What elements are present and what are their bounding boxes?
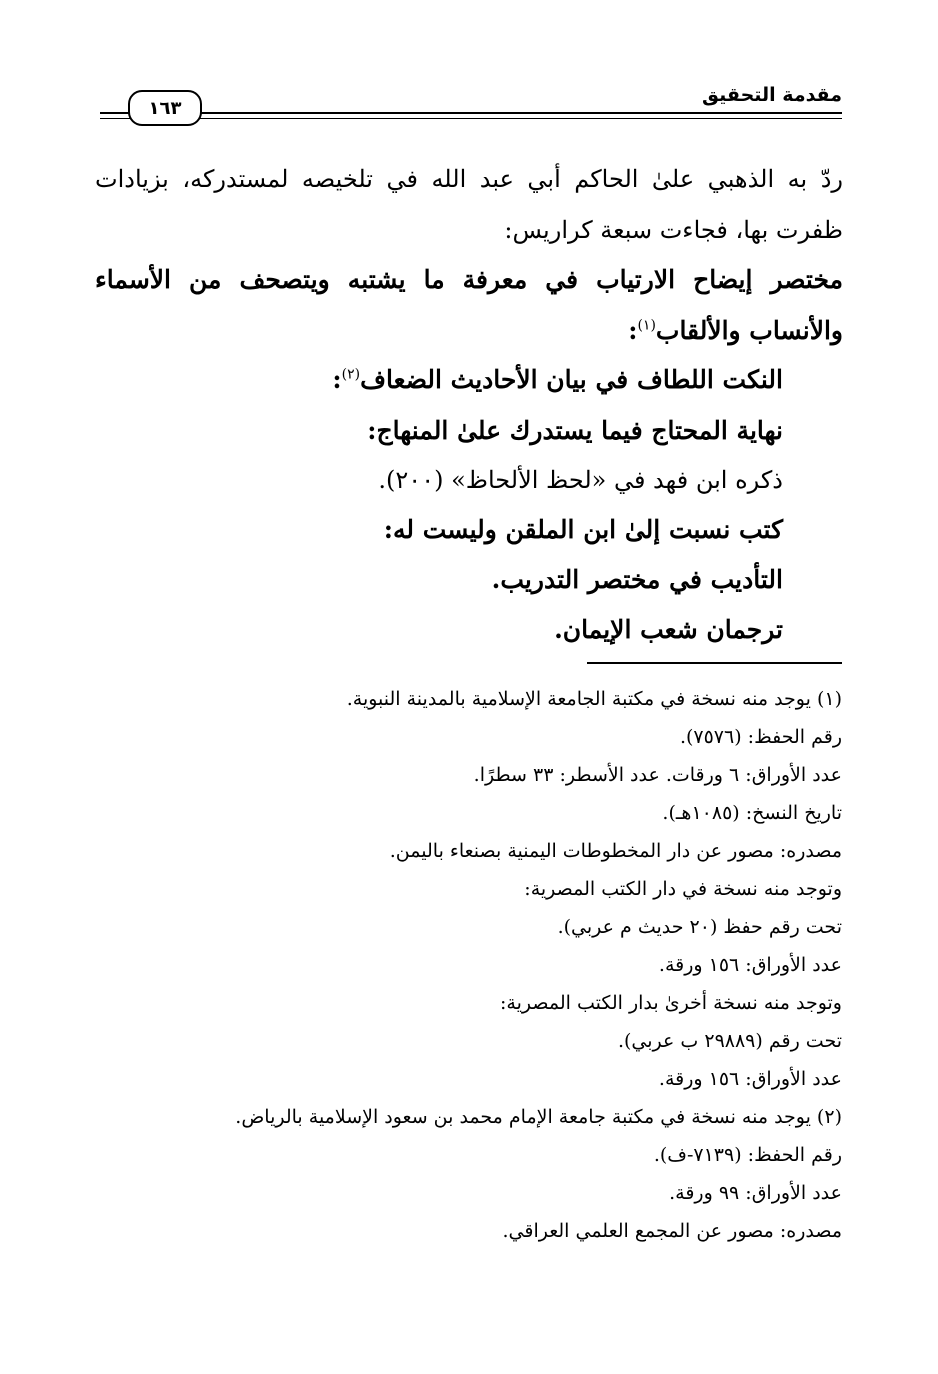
book-title-ikhtisar: مختصر إيضاح الارتياب في معرفة ما يشتبه ويتصحف من الأسماء bbox=[95, 265, 843, 294]
footnote-line: رقم الحفظ: (٧١٣٩-ف). bbox=[653, 1144, 842, 1166]
book-title-tarjuman: ترجمان شعب الإيمان. bbox=[554, 615, 783, 644]
footnote-line: (٢) يوجد منه نسخة في مكتبة جامعة الإمام محمد بن سعود الإسلامية بالرياض. bbox=[235, 1106, 842, 1128]
footnote-ref-2: (٢) bbox=[341, 366, 361, 383]
footnote-line: عدد الأوراق: ٦ ورقات. عدد الأسطر: ٣٣ سطرًا. bbox=[473, 764, 842, 786]
colon: : bbox=[332, 365, 342, 394]
book-title-nukat-text: النكت اللطاف في بيان الأحاديث الضعاف bbox=[360, 365, 783, 394]
footnote-line: وتوجد منه نسخة أخرىٰ بدار الكتب المصرية: bbox=[500, 992, 842, 1014]
running-title: مقدمة التحقيق bbox=[702, 84, 842, 106]
footnote-line: تحت رقم (٢٩٨٨٩ ب عربي). bbox=[617, 1030, 842, 1052]
colon: : bbox=[628, 316, 638, 345]
footnote-line: عدد الأوراق: ٩٩ ورقة. bbox=[669, 1182, 842, 1204]
header-rule-thin bbox=[100, 118, 842, 119]
book-title-nihaya: نهاية المحتاج فيما يستدرك علىٰ المنهاج: bbox=[367, 416, 783, 445]
book-title-nukat bbox=[332, 367, 783, 392]
footnote-ref-1: (١) bbox=[637, 317, 656, 334]
footnote-line: تحت رقم حفظ (٢٠ حديث م عربي). bbox=[557, 916, 842, 938]
footnote-line: مصدره: مصور عن المجمع العلمي العراقي. bbox=[502, 1220, 842, 1242]
page-number: ١٦٣ bbox=[128, 90, 202, 126]
text-line-1: ردّ به الذهبي علىٰ الحاكم أبي عبد الله في تلخيصه لمستدركه، بزيادات bbox=[95, 165, 843, 193]
page-header bbox=[100, 78, 842, 128]
book-title-ikhtisar-cont bbox=[628, 318, 843, 343]
footnote-line: (١) يوجد منه نسخة في مكتبة الجامعة الإسلامية بالمدينة النبوية. bbox=[346, 688, 842, 710]
footnote-line: عدد الأوراق: ١٥٦ ورقة. bbox=[658, 1068, 842, 1090]
header-rule bbox=[100, 112, 842, 114]
footnote-separator bbox=[587, 662, 842, 664]
footnote-line: عدد الأوراق: ١٥٦ ورقة. bbox=[658, 954, 842, 976]
footnote-line: رقم الحفظ: (٧٥٧٦). bbox=[679, 726, 842, 748]
footnote-line: وتوجد منه نسخة في دار الكتب المصرية: bbox=[524, 878, 842, 900]
text-line-2: ظفرت بها، فجاءت سبعة كراريس: bbox=[504, 216, 843, 244]
book-title-tadib: التأديب في مختصر التدريب. bbox=[491, 565, 783, 594]
footnote-line: تاريخ النسخ: (١٠٨٥هـ). bbox=[662, 802, 842, 824]
section-heading-attributed: كتب نسبت إلىٰ ابن الملقن وليست له: bbox=[383, 515, 783, 544]
footnote-line: مصدره: مصور عن دار المخطوطات اليمنية بصنعاء باليمن. bbox=[389, 840, 842, 862]
text-line-ibn-fahd: ذكره ابن فهد في «لحظ الألحاظ» (٢٠٠). bbox=[378, 466, 783, 494]
book-title-ikhtisar-text: والأنساب والألقاب bbox=[655, 316, 843, 345]
